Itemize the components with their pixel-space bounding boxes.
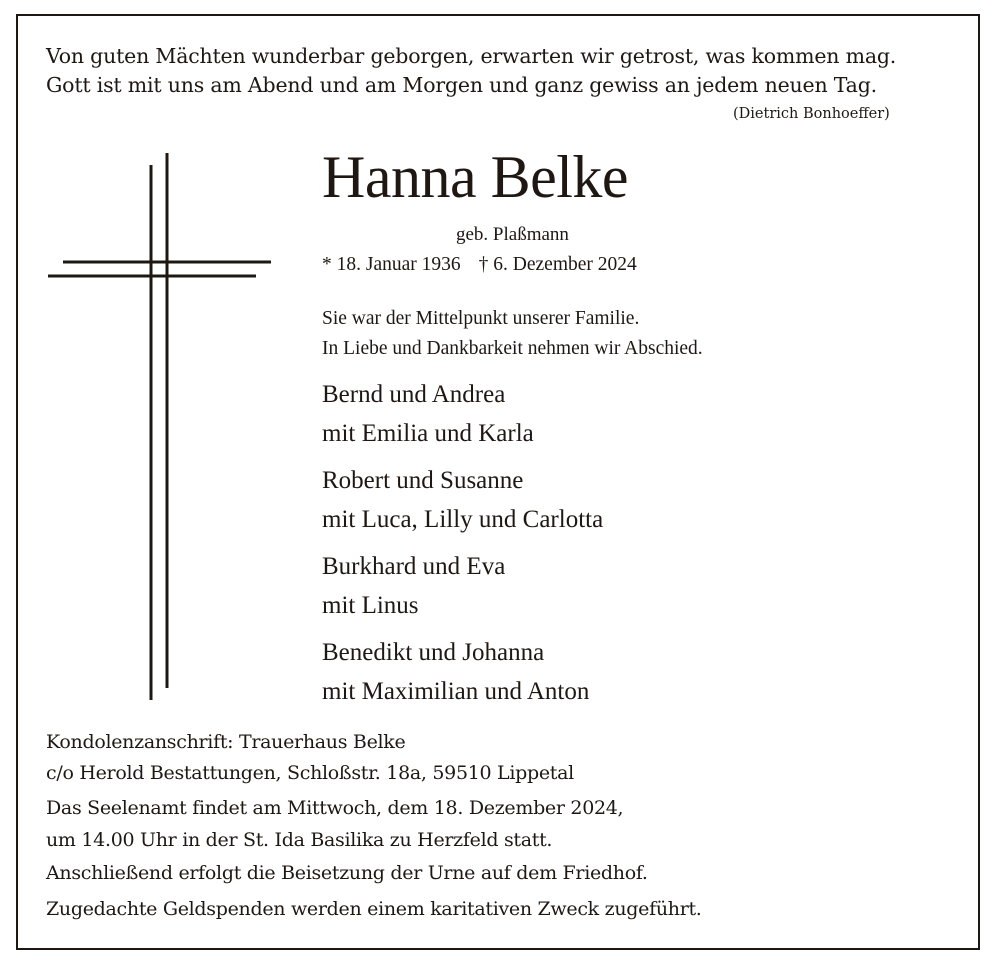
condolence-address-line-2: c/o Herold Bestattungen, Schloßstr. 18a, 59510 Lippetal [46,762,574,784]
family-children: mit Maximilian und Anton [322,678,590,705]
quote-line-2: Gott ist mit uns am Abend und am Morgen und ganz gewiss an jedem neuen Tag. [46,73,877,97]
service-info-line-2: um 14.00 Uhr in der St. Ida Basilika zu Herzfeld statt. [46,829,553,851]
birth-name: geb. Plaßmann [456,224,569,245]
service-info-line-1: Das Seelenamt findet am Mittwoch, dem 18. Dezember 2024, [46,797,624,819]
death-date: † 6. Dezember 2024 [478,254,637,275]
family-parents: Burkhard und Eva [322,553,506,580]
family-children: mit Luca, Lilly und Carlotta [322,506,604,533]
quote-author: (Dietrich Bonhoeffer) [733,106,890,122]
burial-info: Anschließend erfolgt die Beisetzung der Urne auf dem Friedhof. [46,862,648,884]
donation-info: Zugedachte Geldspenden werden einem karitativen Zweck zugeführt. [46,898,702,920]
intro-line-1: Sie war der Mittelpunkt unserer Familie. [322,308,640,329]
family-children: mit Emilia und Karla [322,420,534,447]
quote-line-1: Von guten Mächten wunderbar geborgen, erwarten wir getrost, was kommen mag. [46,44,897,68]
family-parents: Bernd und Andrea [322,381,506,408]
family-parents: Benedikt und Johanna [322,639,545,666]
birth-date: * 18. Januar 1936 [322,254,461,275]
deceased-name: Hanna Belke [322,144,629,210]
intro-line-2: In Liebe und Dankbarkeit nehmen wir Abschied. [322,338,703,359]
family-parents: Robert und Susanne [322,467,524,494]
family-children: mit Linus [322,592,419,619]
life-dates [322,254,637,276]
condolence-address-line-1: Kondolenzanschrift: Trauerhaus Belke [46,731,406,753]
